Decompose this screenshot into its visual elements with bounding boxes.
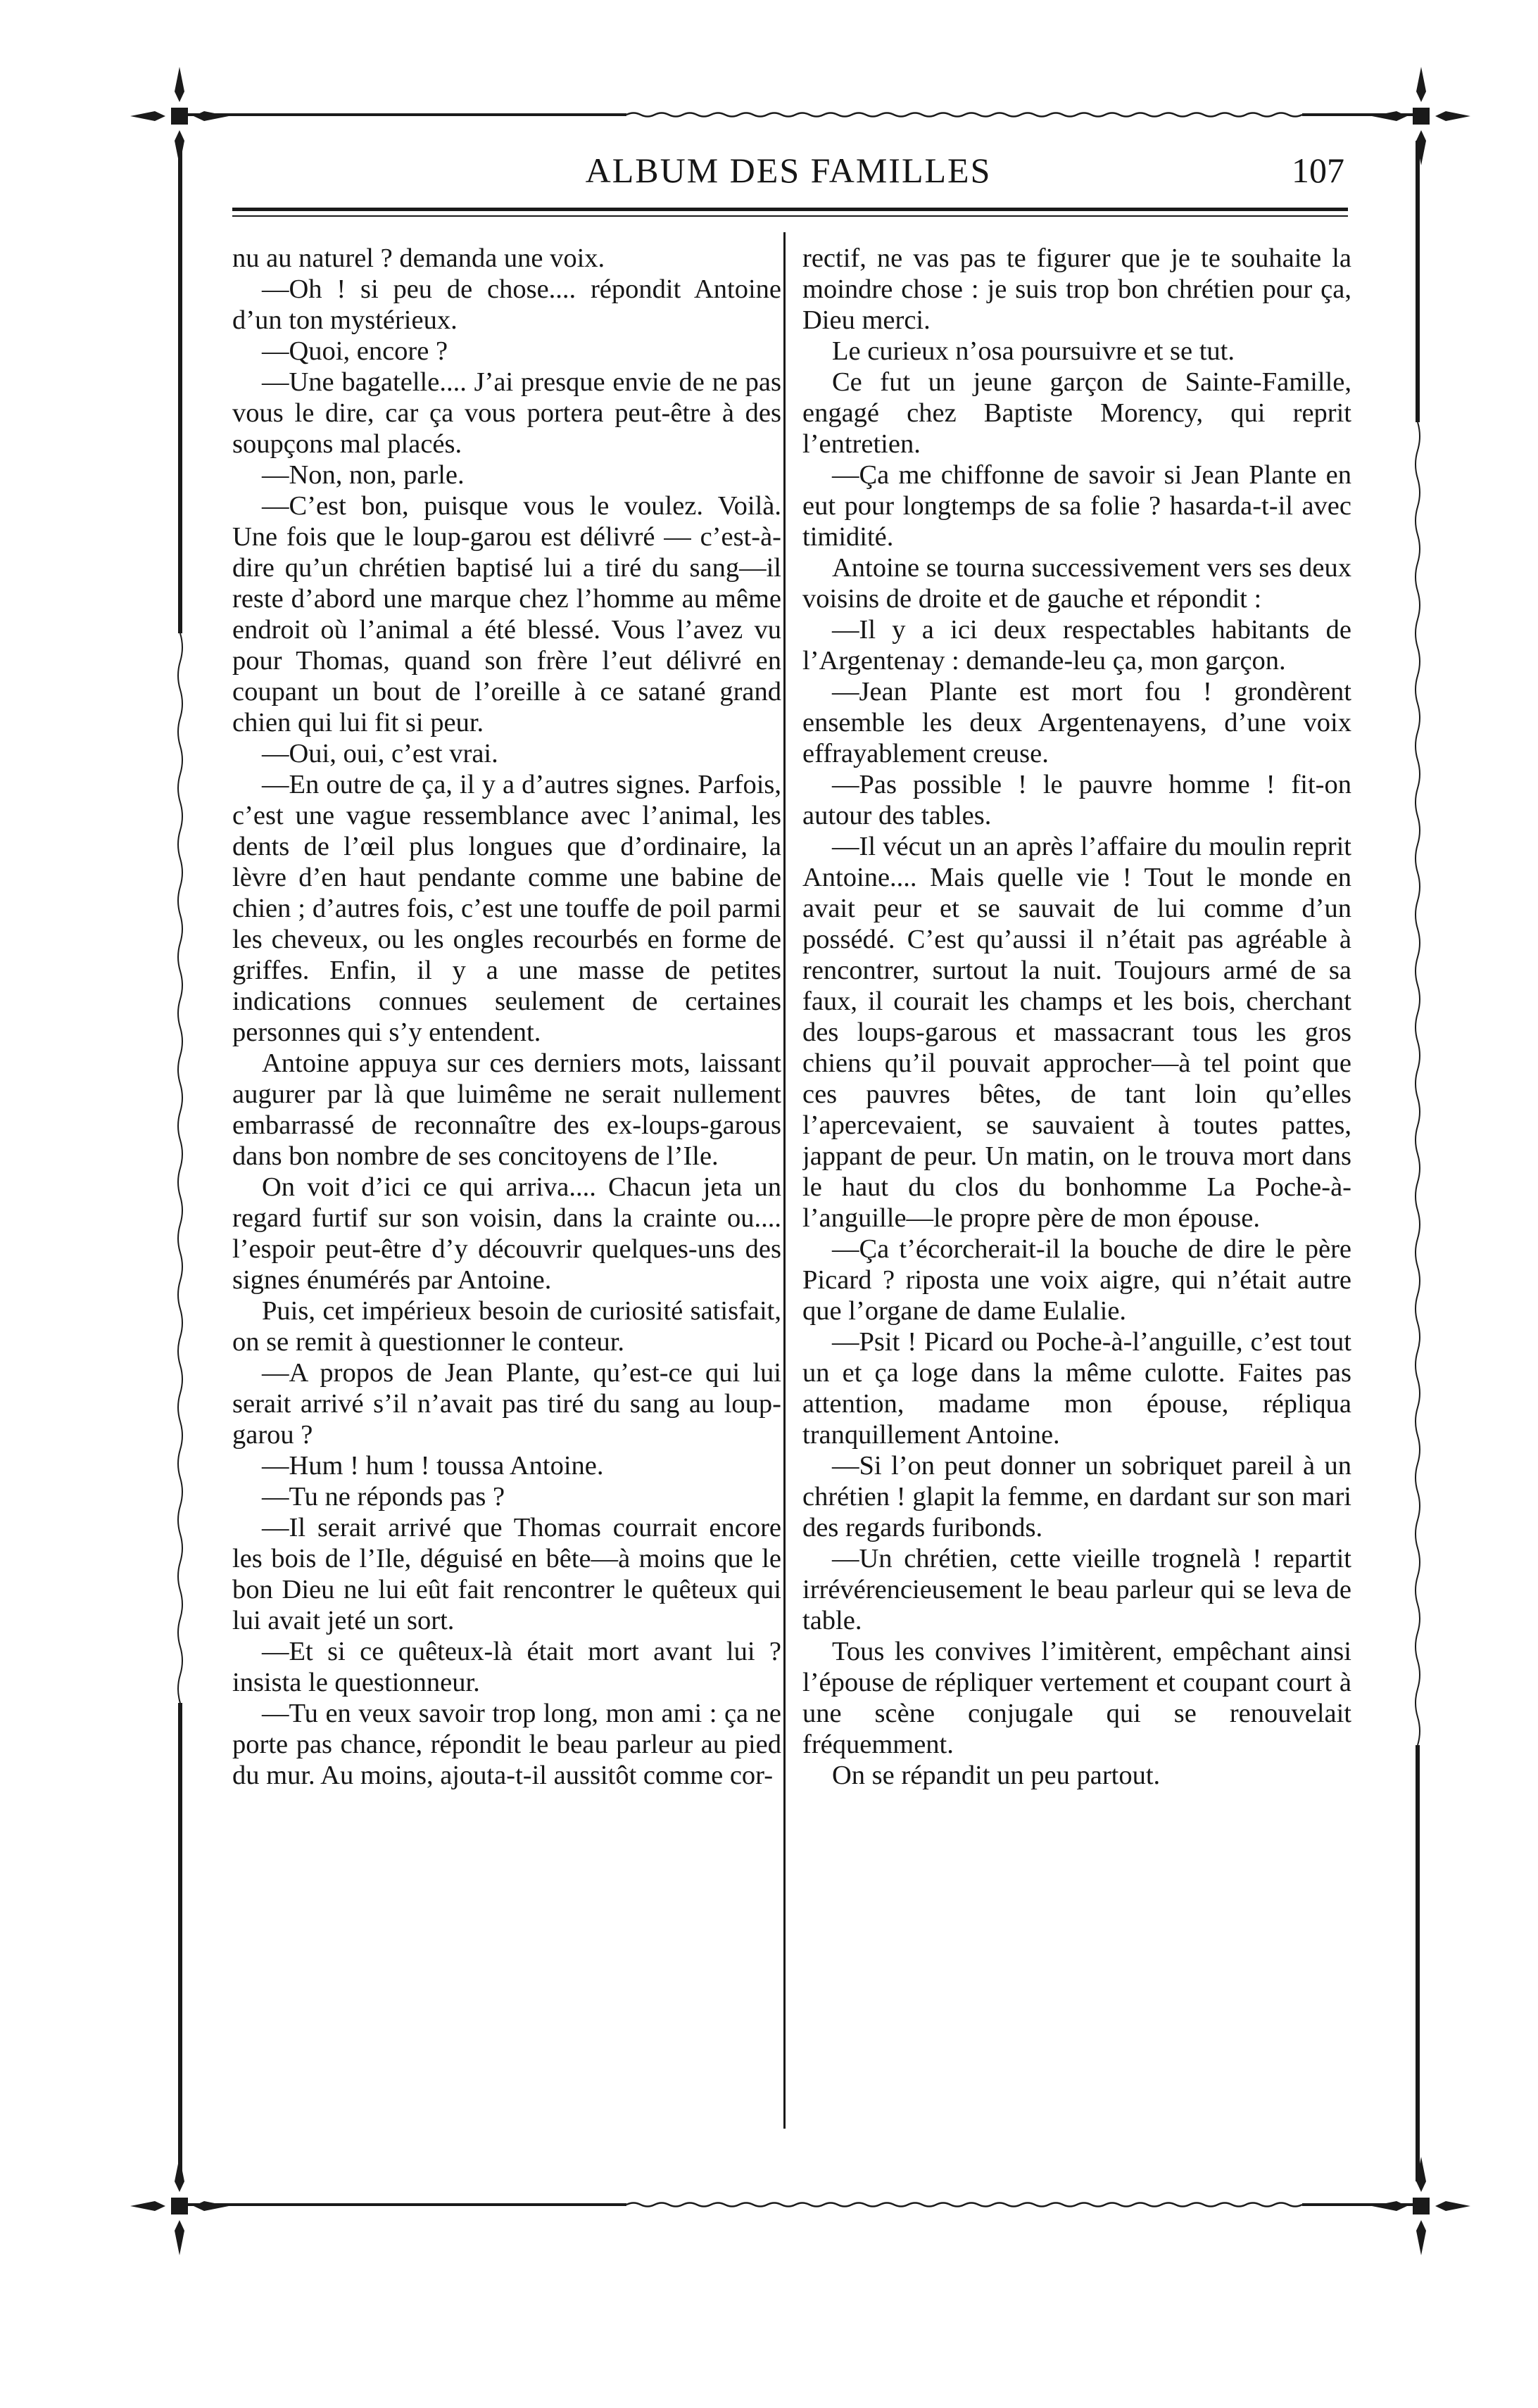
paragraph: nu au naturel ? demanda une voix. [232,243,605,273]
paragraph: —Psit ! Picard ou Poche-à-l’anguille, c’est tout un et ça loge dans la même culotte. Faites pas attention, madame mon épouse, répliqua tranquillement Antoine. [802,1327,1351,1450]
top-ornamental-border [176,111,1415,118]
paragraph: Le curieux n’osa poursuivre et se tut. [832,336,1235,366]
paragraph: —Ça t’écorcherait-il la bouche de dire le père Picard ? riposta une voix aigre, qui n’était autre que l’organe de dame Eulalie. [802,1234,1351,1326]
paragraph: —Il serait arrivé que Thomas courrait encore les bois de l’Ile, déguisé en bête—à moins que le bon Dieu ne lui eût fait rencontrer le quêteux qui lui avait jeté un sort. [232,1513,781,1635]
corner-ornament-bottom-right [1368,2153,1474,2259]
paragraph: On se répandit un peu partout. [832,1761,1161,1790]
paragraph: —A propos de Jean Plante, qu’est-ce qui lui serait arrivé s’il n’avait pas tiré du sang au loup-garou ? [232,1358,781,1450]
paragraph: Ce fut un jeune garçon de Sainte-Famille, engagé chez Baptiste Morency, qui reprit l’entretien. [802,367,1351,459]
right-ornamental-border [1413,141,1422,2181]
paragraph: —Pas possible ! le pauvre homme ! fit-on autour des tables. [802,770,1351,830]
header-rule-thin [232,215,1348,217]
running-head [232,144,1344,194]
corner-ornament-top-left [127,63,232,169]
page-number: 107 [1292,151,1344,190]
column-divider [783,232,786,2129]
left-ornamental-border [176,141,184,2181]
corner-ornament-top-right [1368,63,1474,169]
paragraph: —Ça me chiffonne de savoir si Jean Plante en eut pour longtemps de sa folie ? hasarda-t-il avec timidité. [802,460,1351,552]
left-text-column [232,243,781,2143]
paragraph: Antoine se tourna successivement vers ses deux voisins de droite et de gauche et répondit : [802,553,1351,614]
paragraph: Tous les convives l’imitèrent, empêchant ainsi l’épouse de répliquer vertement et coupant court à une scène conjugale qui se renouvelait fréquemment. [802,1637,1351,1759]
paragraph: —Si l’on peut donner un sobriquet pareil à un chrétien ! glapit la femme, en dardant sur son mari des regards furibonds. [802,1451,1351,1542]
paragraph: —Quoi, encore ? [262,336,448,366]
header-rule-thick [232,208,1348,211]
paragraph: —En outre de ça, il y a d’autres signes. Parfois, c’est une vague ressemblance avec l’animal, les dents de l’œil plus longues que d’ordinaire, la lèvre d’en haut pendante comme une babine de chien ; d’autres fois, c’est une touffe de poil parmi les cheveux, ou les ongles recourbés en forme de griffes. Enfin, il y a une masse de petites indications connues seulement de certaines personnes qui s’y entendent. [232,770,781,1047]
paragraph: Puis, cet impérieux besoin de curiosité satisfait, on se remit à questionner le conteur. [232,1296,781,1357]
journal-title: ALBUM DES FAMILLES [585,151,992,190]
paragraph: —Non, non, parle. [262,460,465,490]
paragraph: rectif, ne vas pas te figurer que je te souhaite la moindre chose : je suis trop bon chrétien pour ça, Dieu merci. [802,243,1351,335]
paragraph: —Hum ! hum ! toussa Antoine. [262,1451,604,1481]
paragraph: —Tu ne réponds pas ? [262,1482,505,1512]
paragraph: —Il y a ici deux respectables habitants de l’Argentenay : demande-leu ça, mon garçon. [802,615,1351,676]
paragraph: —Une bagatelle.... J’ai presque envie de ne pas vous le dire, car ça vous portera peut-être à des soupçons mal placés. [232,367,781,459]
corner-ornament-bottom-left [127,2153,232,2259]
paragraph: —Et si ce quêteux-là était mort avant lui ? insista le questionneur. [232,1637,781,1697]
right-text-column [802,243,1351,2143]
bottom-ornamental-border [176,2201,1415,2208]
paragraph: Antoine appuya sur ces derniers mots, laissant augurer par là que luimême ne serait nullement embarrassé de reconnaître des ex-loups-garous dans bon nombre de ses concitoyens de l’Ile. [232,1048,781,1171]
paragraph: —Il vécut un an après l’affaire du moulin reprit Antoine.... Mais quelle vie ! Tout le monde en avait peur et se sauvait de lui comme d’un possédé. C’est qu’aussi il n’était pas agréable à rencontrer, surtout la nuit. Toujours armé de sa faux, il courait les champs et les bois, cherchant des loups-garous et massacrant tous les gros chiens qu’il pouvait approcher—à tel point que ces pauvres bêtes, de tant loin qu’elles l’apercevaient, se sauvaient à toutes pattes, jappant de peur. Un matin, on le trouva mort dans le haut du clos du bonhomme La Poche-à-l’anguille—le propre père de mon épouse. [802,832,1351,1233]
paragraph: —Un chrétien, cette vieille trognelà ! repartit irrévérencieusement le beau parleur qui se leva de table. [802,1544,1351,1635]
paragraph: —Oh ! si peu de chose.... répondit Antoine d’un ton mystérieux. [232,274,781,335]
paragraph: —Jean Plante est mort fou ! grondèrent ensemble les deux Argentenayens, d’une voix effrayablement creuse. [802,677,1351,768]
paragraph: On voit d’ici ce qui arriva.... Chacun jeta un regard furtif sur son voisin, dans la crainte ou.... l’espoir peut-être d’y découvrir quelques-uns des signes énumérés par Antoine. [232,1172,781,1295]
paragraph: —Tu en veux savoir trop long, mon ami : ça ne porte pas chance, répondit le beau parleur au pied du mur. Au moins, ajouta-t-il aussitôt comme cor- [232,1699,781,1790]
paragraph: —Oui, oui, c’est vrai. [262,739,498,768]
paragraph: —C’est bon, puisque vous le voulez. Voilà. Une fois que le loup-garou est délivré — c’est-à-dire qu’un chrétien baptisé lui a tiré du sang—il reste d’abord une marque chez l’homme au même endroit où l’animal a été blessé. Vous l’avez vu pour Thomas, quand son frère l’eut délivré en coupant un bout de l’oreille à ce satané grand chien qui lui fit si peur. [232,491,781,737]
